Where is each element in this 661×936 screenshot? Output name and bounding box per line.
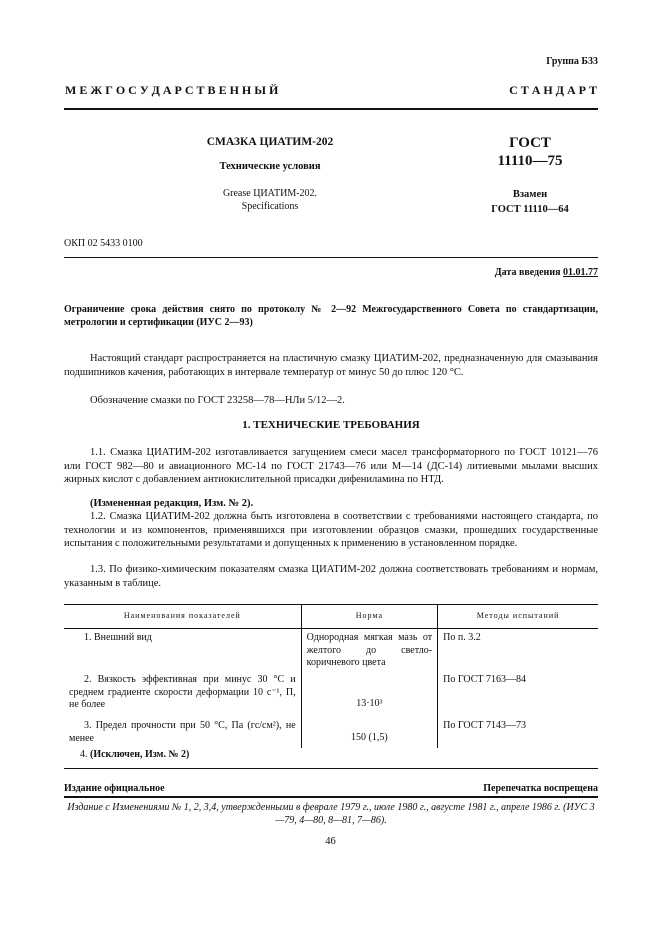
- row3-indicator: 3. Предел прочности при 50 °С, Па (гс/см²), не менее: [69, 720, 296, 744]
- section-title: 1. ТЕХНИЧЕСКИЕ ТРЕБОВАНИЯ: [242, 419, 420, 431]
- amendment-note: (Измененная редакция, Изм. № 2).: [90, 498, 254, 509]
- replaces-block: [470, 187, 590, 217]
- banner-word-interstate: М Е Ж Г О С У Д А Р С Т В Е Н Н Ы Й: [65, 83, 279, 97]
- page-number: 46: [325, 836, 336, 847]
- header-method: Методы испытаний: [438, 605, 598, 629]
- document-title: СМАЗКА ЦИАТИМ-202: [206, 136, 334, 148]
- introduction-date: [495, 267, 598, 278]
- row1-indicator: 1. Внешний вид: [84, 632, 152, 643]
- introduction-date-label: Дата введения: [494, 267, 561, 278]
- official-edition: Издание официальное: [64, 783, 165, 794]
- clause-4-note: [80, 749, 189, 760]
- replaces-label: Взамен: [512, 189, 548, 200]
- gost-designation: [470, 134, 590, 170]
- row2-indicator: 2. Вязкость эффективная при минус 30 °С и среднем градиенте скорости деформации 10 с⁻¹, П, не более: [69, 674, 296, 710]
- english-title-line1: Grease ЦИАТИМ-202.: [222, 188, 318, 199]
- table-end-rule: [64, 768, 598, 769]
- introduction-date-value: 01.01.77: [563, 267, 598, 278]
- row3-method: По ГОСТ 7143—73: [438, 714, 598, 748]
- intro-paragraph: Настоящий стандарт распространяется на пластичную смазку ЦИАТИМ-202, предназначенную для смазывания подшипников качения, работающих в интервале температур от минус 50 до плюс 120 °С.: [64, 353, 598, 378]
- group-code: Группа Б33: [546, 56, 598, 67]
- designation-paragraph: Обозначение смазки по ГОСТ 23258—78—НЛи 5/12—2.: [90, 395, 345, 406]
- document-subtitle: Технические условия: [219, 161, 321, 172]
- okp-rule: [64, 257, 598, 258]
- table-header-row: [64, 605, 598, 629]
- requirements-table: [64, 604, 598, 748]
- clause-1-3: 1.3. По физико-химическим показателям смазка ЦИАТИМ-202 должна соответствовать требованиям и нормам, указанным в таблице.: [64, 564, 598, 589]
- edition-note: Издание с Изменениями № 1, 2, 3,4, утвержденными в феврале 1979 г., июле 1980 г., августе 1981 г., апреле 1986 г. (ИУС 3—79, 4—80, 8—81, 7—86).: [67, 802, 595, 826]
- clause-4-text: (Исключен, Изм. № 2): [90, 749, 190, 760]
- gost-label: ГОСТ: [509, 135, 551, 151]
- english-title: [160, 187, 380, 213]
- row1-norm: Однородная мягкая мазь от желтого до светло-коричневого цвета: [301, 629, 438, 673]
- row2-norm: 13·10³: [301, 672, 438, 714]
- gost-number: 11110—75: [497, 153, 563, 169]
- clause-4-number: 4.: [80, 749, 90, 760]
- banner-word-standard: С Т А Н Д А Р Т: [509, 83, 597, 97]
- table-row: [64, 714, 598, 748]
- table-row: [64, 672, 598, 714]
- reprint-prohibited: Перепечатка воспрещена: [483, 783, 598, 794]
- english-title-line2: Specifications: [241, 201, 299, 212]
- clause-1-2: 1.2. Смазка ЦИАТИМ-202 должна быть изготовлена в соответствии с требованиями настоящего стандарта, по технологии и из компонентов, применявшихся при изготовлении образцов смазки, прошедших государственные испытания с положительными результатами и допущенных к применению в установленном порядке.: [64, 511, 598, 549]
- restriction-note: Ограничение срока действия снято по протоколу № 2—92 Межгосударственного Совета по стандартизации, метрологии и сертификации (ИУС 2—93): [64, 304, 598, 328]
- clause-1-1: 1.1. Смазка ЦИАТИМ-202 изготавливается загущением смеси масел трансформаторного по ГОСТ 10121—76 или ГОСТ 982—80 и авиационного МС-14 по ГОСТ 21743—76 или М—14 (ДС-14) литиевыми мылами высших жирных кислот с добавлением антиокислительной присадки дифениламина по НТД.: [64, 447, 598, 485]
- row3-norm: 150 (1,5): [301, 714, 438, 748]
- standard-banner: [65, 83, 597, 98]
- table-row: [64, 629, 598, 673]
- row2-method: По ГОСТ 7163—84: [438, 672, 598, 714]
- okp-code: ОКП 02 5433 0100: [64, 238, 143, 249]
- footer-rule: [64, 796, 598, 798]
- header-indicator: Наименования показателей: [64, 605, 301, 629]
- header-norm: Норма: [301, 605, 438, 629]
- banner-rule: [64, 108, 598, 110]
- row1-method: По п. 3.2: [438, 629, 598, 673]
- replaces-value: ГОСТ 11110—64: [491, 204, 569, 215]
